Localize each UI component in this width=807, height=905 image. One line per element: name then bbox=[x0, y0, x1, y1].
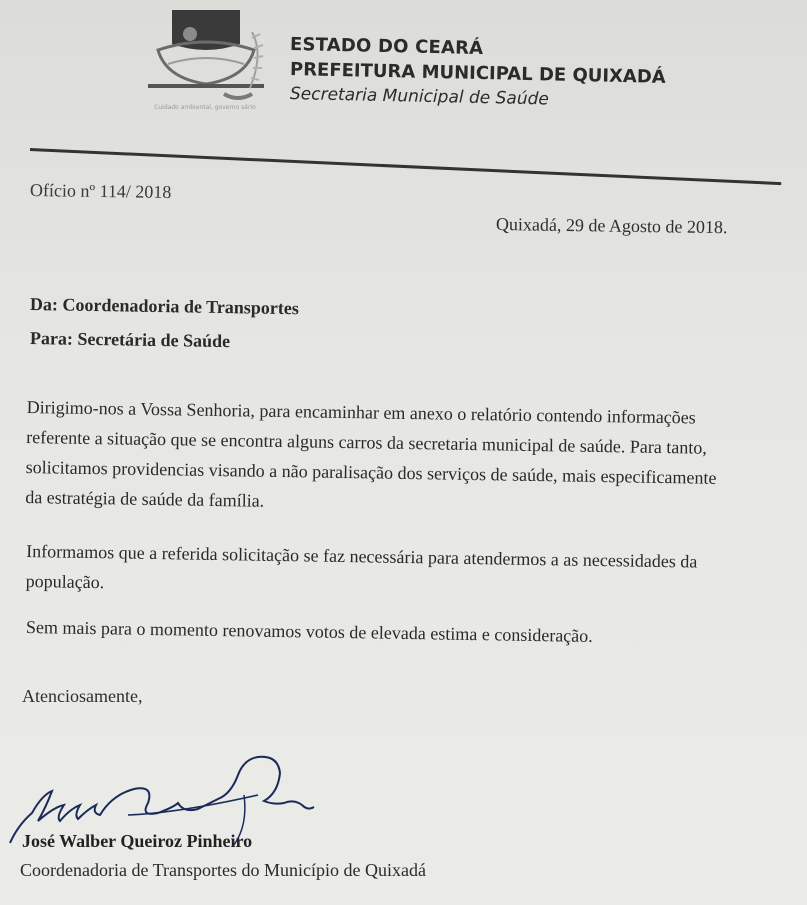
letterhead bbox=[289, 34, 666, 110]
body-line: Dirigimo-nos a Vossa Senhoria, para encaminhar em anexo o relatório contendo informações bbox=[26, 397, 696, 428]
state-name: ESTADO DO CEARÁ bbox=[289, 34, 484, 60]
signer-name: José Walber Queiroz Pinheiro bbox=[22, 831, 253, 851]
sender-line: Da: Coordenadoria de Transportes bbox=[29, 294, 299, 319]
secretariat-name: Secretaria Municipal de Saúde bbox=[289, 84, 550, 110]
body-paragraph-3 bbox=[26, 612, 786, 654]
body-line: Sem mais para o momento renovamos votos de elevada estima e consideração. bbox=[25, 617, 593, 646]
municipal-crest-icon bbox=[128, 4, 278, 116]
closing-salutation: Atenciosamente, bbox=[22, 686, 143, 706]
body-line: solicitamos providencias visando a não paralisação dos serviços de saúde, mais especificamente bbox=[25, 456, 717, 488]
body-line: população. bbox=[25, 570, 105, 593]
recipient-line: Para: Secretária de Saúde bbox=[29, 328, 231, 352]
body-line: referente a situação que se encontra alguns carros da secretaria municipal de saúde. Para tanto, bbox=[26, 427, 707, 458]
signer-role: Coordenadoria de Transportes do Município de Quixadá bbox=[20, 860, 426, 880]
header-divider bbox=[30, 148, 781, 185]
letter-reference: Ofício nº 114/ 2018 bbox=[29, 180, 172, 202]
body-line: da estratégia de saúde da família. bbox=[25, 486, 265, 511]
body-paragraph-2 bbox=[26, 536, 787, 608]
body-line: Informamos que a referida solicitação se faz necessária para atendermos a as necessidades da bbox=[26, 541, 698, 572]
letter-date: Quixadá, 29 de Agosto de 2018. bbox=[495, 214, 728, 238]
body-paragraph-1 bbox=[25, 392, 787, 524]
prefecture-name: PREFEITURA MUNICIPAL DE QUIXADÁ bbox=[289, 59, 666, 88]
crest-motto: Cuidado ambiental, governo sério bbox=[154, 104, 256, 111]
